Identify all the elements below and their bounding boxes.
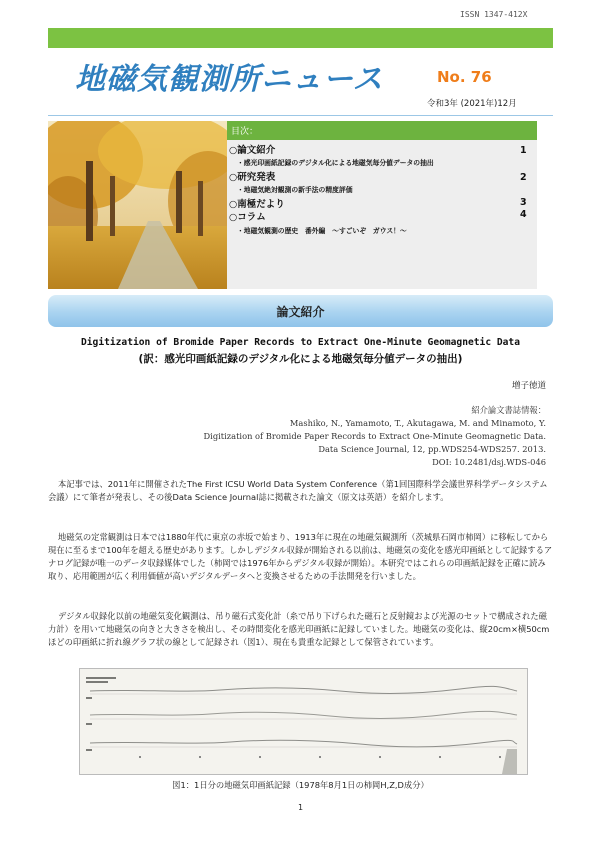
article-title-jp: (訳：感光印画紙記録のデジタル化による地磁気毎分値データの抽出) bbox=[138, 353, 463, 365]
reference-label: 紹介論文書誌情報： bbox=[471, 405, 546, 415]
table-of-contents bbox=[227, 121, 537, 289]
article-title-en: Digitization of Bromide Paper Records to Extract One-Minute Geomagnetic Data bbox=[81, 337, 520, 348]
article-author: 増子徳道 bbox=[511, 381, 546, 391]
toc-item-label[interactable]: ○論文紹介 bbox=[229, 145, 276, 156]
issn-label: ISSN 1347-412X bbox=[460, 10, 528, 19]
reference-line: Mashiko, N., Yamamoto, T., Akutagawa, M. and Minamoto, Y. bbox=[289, 418, 546, 428]
reference-line: Digitization of Bromide Paper Records to Extract One-Minute Geomagnetic Data. bbox=[203, 431, 546, 441]
page-number: 1 bbox=[297, 803, 304, 812]
issue-number: No. 76 bbox=[437, 68, 492, 86]
magnetogram-figure bbox=[79, 668, 528, 775]
section-banner bbox=[48, 295, 553, 327]
toc-item-label[interactable]: ○研究発表 bbox=[229, 172, 276, 183]
toc-item-label[interactable]: ○南極だより bbox=[229, 199, 285, 210]
toc-item-page: 4 bbox=[520, 209, 527, 220]
toc-item-sub[interactable]: ・感光印画紙記録のデジタル化による地磁気毎分値データの抽出 bbox=[237, 159, 434, 167]
toc-header: 目次： bbox=[227, 121, 537, 140]
toc-item-label[interactable]: ○コラム bbox=[229, 212, 266, 223]
toc-item-page: 2 bbox=[520, 172, 527, 183]
body-paragraph: 本記事では、2011年に開催されたThe First ICSU World Data System Conference（第1回国際科学会議世界科学データシステム会議）にて筆者が発表し、その後Data Science Journal誌に掲載された論文（原文は英語）を紹介します。 bbox=[48, 479, 548, 502]
toc-item-page: 1 bbox=[520, 145, 527, 156]
body-paragraph: 地磁気の定常観測は日本では1880年代に東京の赤坂で始まり、1913年に現在の地磁気観測所（茨城県石岡市柿岡）に移転してから現在に至るまで100年を超える歴史があります。しかしデジタル収録が開始される以前は、地磁気の変化を感光印画紙として記録するアナログ記録が唯一のデータ収録媒体でした（柿岡では1976年からデジタル収録が開始）。本研究ではこれらの印画紙記録を正確に読み取り、応用範囲が広く利用価値が高いデジタルデータへと変換させるための手法開発を行いました。 bbox=[48, 532, 553, 581]
newsletter-title: 地磁気観測所ニュース bbox=[75, 62, 384, 97]
toc-item-page: 3 bbox=[520, 197, 527, 208]
body-paragraph: デジタル収録化以前の地磁気変化観測は、吊り磁石式変化計（糸で吊り下げられた磁石と反射鏡および光源のセットで構成された磁力計）を用いて地磁気の向きと大きさを検出し、その時間変化を感光印画紙に記録していました。地磁気の変化は、縦20cm×横50cmほどの印画紙に折れ線グラフ状の線として記録され（図1）、現在も貴重な記録として保管されています。 bbox=[48, 611, 550, 647]
reference-doi[interactable]: DOI: 10.2481/dsj.WDS-046 bbox=[432, 457, 546, 467]
cover-photo bbox=[48, 121, 227, 289]
header-divider bbox=[48, 115, 553, 116]
toc-item-sub[interactable]: ・地磁気絶対観測の新手法の精度評価 bbox=[237, 186, 353, 194]
toc-item-sub[interactable]: ・地磁気観測の歴史 番外編 ～すごいぞ ガウス！～ bbox=[237, 227, 407, 235]
issue-date: 令和3年 (2021年)12月 bbox=[427, 99, 517, 109]
header-green-bar bbox=[48, 28, 553, 48]
figure-caption: 図1：1日分の地磁気印画紙記録（1978年8月1日の柿岡H,Z,D成分） bbox=[172, 780, 429, 790]
section-label: 論文紹介 bbox=[276, 305, 325, 319]
reference-line: Data Science Journal, 12, pp.WDS254-WDS257. 2013. bbox=[318, 444, 546, 454]
